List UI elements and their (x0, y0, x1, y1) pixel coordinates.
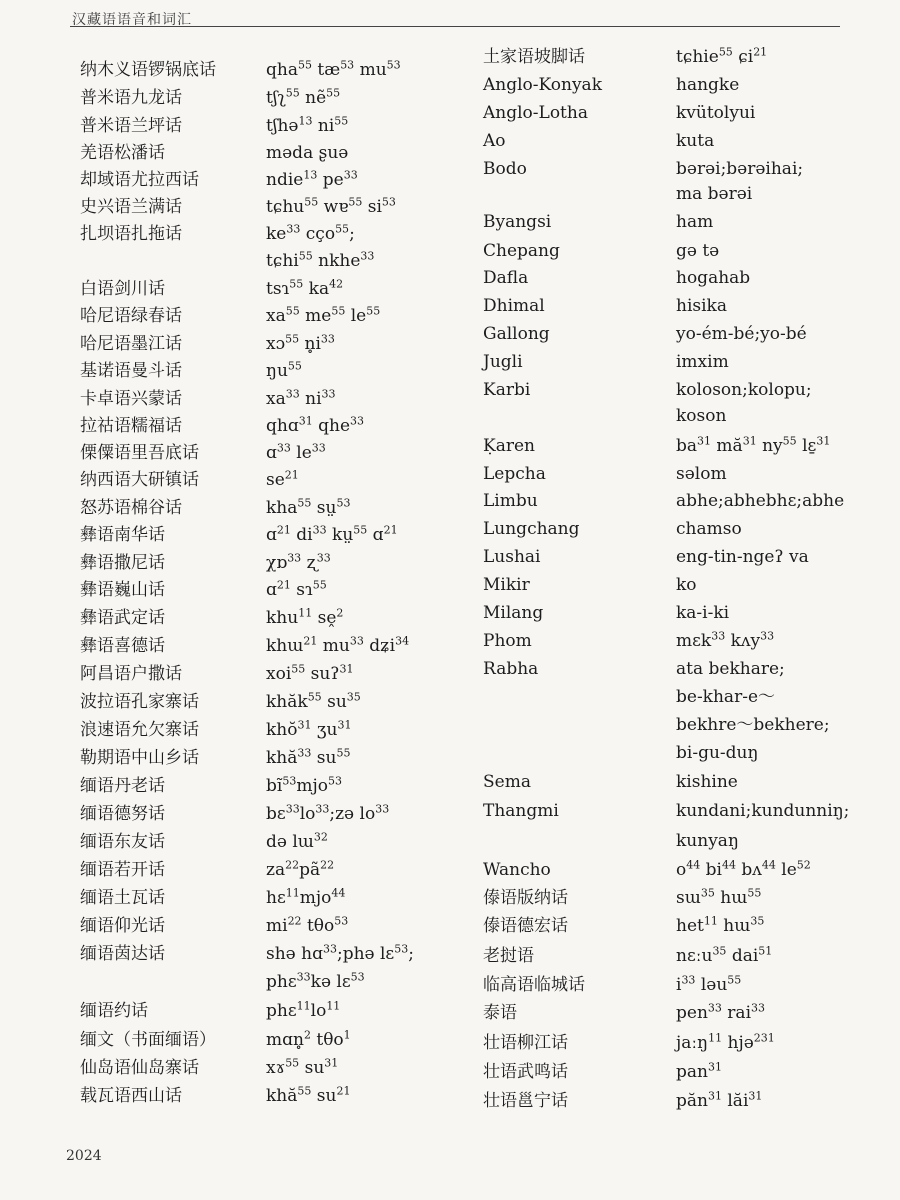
left-form: khŏ$^{31}$ ʒu$^{31}$ (266, 718, 352, 740)
left-term: 缅文（书面缅语） (80, 1030, 216, 1050)
left-form: ɑ$^{33}$ $le^{33}$ (266, 441, 326, 463)
left-form: qhɑ$^{31}$ qhe$^{33}$ (266, 414, 365, 436)
right-term: Thangmi (483, 801, 559, 821)
right-form: kundani;kundunniŋ; (676, 801, 850, 821)
left-term: 缅语仰光话 (80, 916, 165, 936)
left-form: $ŋu^{55}$ (266, 359, 302, 381)
right-form: het$^{11}$ hɯ$^{35}$ (676, 914, 765, 936)
right-form: nɛːu$^{35}$ dai$^{51}$ (676, 944, 773, 966)
left-term: 史兴语兰满话 (80, 197, 182, 217)
left-form: khă$^{55}$ $su^{21}$ (266, 1084, 351, 1106)
left-form: $xa^{55}$ $me^{55}$ $le^{55}$ (266, 304, 381, 326)
left-term: 普米语兰坪话 (80, 116, 182, 136)
left-term: 却域语尤拉西话 (80, 170, 199, 190)
left-term: 羌语松潘话 (80, 143, 165, 163)
left-form: shə hɑ$^{33}$;phə lɛ$^{53}$; (266, 942, 414, 964)
right-form: kvütolyui (676, 103, 756, 123)
right-form: imxim (676, 352, 729, 372)
right-term: Anglo-Konyak (483, 75, 602, 95)
right-form: pen$^{33}$ rai$^{33}$ (676, 1001, 766, 1023)
right-form: kunyaŋ (676, 831, 739, 851)
left-form: məda ʂuə (266, 143, 349, 163)
left-term: 彝语撒尼话 (80, 553, 165, 573)
right-term: Dhimal (483, 296, 545, 316)
running-header: 汉藏语语音和词汇 (72, 12, 192, 28)
left-form: $za^{22}pã^{22}$ (266, 858, 335, 880)
left-form: ɑ$^{21}$ sɿ$^{55}$ (266, 578, 327, 600)
right-form: hogahab (676, 268, 751, 288)
right-term: 临高语临城话 (483, 975, 585, 995)
right-form: păn$^{31}$ lăi$^{31}$ (676, 1089, 763, 1111)
left-form: tʃhə$^{13}$ $ni^{55}$ (266, 114, 349, 136)
left-term: 缅语丹老话 (80, 776, 165, 796)
left-form: $mi^{22}$ tθo$^{53}$ (266, 914, 349, 936)
left-term: 基诺语曼斗话 (80, 361, 182, 381)
right-form: eng-tin-ngeʔ va (676, 547, 809, 567)
left-term: 彝语南华话 (80, 525, 165, 545)
left-term: 缅语东友话 (80, 832, 165, 852)
left-form: phɛ$^{33}$kə lɛ$^{53}$ (266, 970, 365, 992)
right-term: Gallong (483, 324, 550, 344)
left-term: 哈尼语绿春话 (80, 306, 182, 326)
left-term: 拉祜语糯福话 (80, 416, 182, 436)
right-form: abhe;abhebhɛ;abhe (676, 491, 845, 511)
right-form: pan$^{31}$ (676, 1060, 722, 1082)
right-form: hangke (676, 75, 740, 95)
left-form: $bɛ^{33}lo^{33};zə$ $lo^{33}$ (266, 802, 390, 824)
left-term: 纳木义语锣锅底话 (80, 60, 216, 80)
left-form: ndie$^{13}$ $pe^{33}$ (266, 168, 358, 190)
right-term: Phom (483, 631, 532, 651)
right-term: Byangsi (483, 212, 552, 232)
right-form: gə tə (676, 241, 720, 261)
right-form: jaːŋ$^{11}$ hjə$^{231}$ (676, 1031, 775, 1053)
left-form: də lɯ$^{32}$ (266, 830, 328, 852)
left-form: hɛ$^{11}$mjo$^{44}$ (266, 886, 346, 908)
right-form: yo-ém-bé;yo-bé (676, 324, 807, 344)
left-term: 纳西语大研镇话 (80, 470, 199, 490)
left-form: khu$^{11}$ sḙ$^2$ (266, 606, 344, 628)
right-form: bekhre～bekhere; (676, 715, 830, 735)
left-term: 载瓦语西山话 (80, 1086, 182, 1106)
left-form: $ke^{33}$ cço$^{55}$; (266, 222, 355, 244)
right-term: Milang (483, 603, 544, 623)
right-form: səlom (676, 464, 727, 484)
left-term: 卡卓语兴蒙话 (80, 389, 182, 409)
right-term: Dafla (483, 268, 529, 288)
right-term: Lungchang (483, 519, 580, 539)
right-form: mɛk$^{33}$ kʌy$^{33}$ (676, 629, 775, 651)
left-term: 哈尼语墨江话 (80, 334, 182, 354)
left-form: $se^{21}$ (266, 468, 299, 490)
right-form: ham (676, 212, 714, 232)
right-form: ko (676, 575, 697, 595)
left-term: 白语剑川话 (80, 279, 165, 299)
left-form: $xa^{33}$ $ni^{33}$ (266, 387, 336, 409)
right-form: ma bərəi (676, 184, 753, 204)
left-term: 勒期语中山乡话 (80, 748, 199, 768)
right-term: 壮语柳江话 (483, 1033, 568, 1053)
left-term: 缅语土瓦话 (80, 888, 165, 908)
left-form: khăk$^{55}$ $su^{35}$ (266, 690, 361, 712)
left-term: 缅语约话 (80, 1001, 148, 1021)
left-term: 阿昌语户撒话 (80, 664, 182, 684)
left-term: 仙岛语仙岛寨话 (80, 1058, 199, 1078)
left-form: tʃʅ$^{55}$ nẽ$^{55}$ (266, 86, 341, 108)
left-term: 彝语武定话 (80, 608, 165, 628)
right-term: Anglo-Lotha (483, 103, 588, 123)
right-form: ata bekhare; (676, 659, 785, 679)
right-form: $o^{44}$ $bi^{44}$ bʌ$^{44}$ $le^{52}$ (676, 858, 811, 880)
right-form: bi-gu-duŋ (676, 743, 759, 763)
right-form: koson (676, 406, 727, 426)
right-term: Chepang (483, 241, 560, 261)
left-form: tsɿ$^{55}$ $ka^{42}$ (266, 277, 344, 299)
right-term: Ao (483, 131, 506, 151)
right-form: bərəi;bərəihai; (676, 159, 804, 179)
right-form: chamso (676, 519, 742, 539)
right-term: Mikir (483, 575, 530, 595)
right-form: kishine (676, 772, 738, 792)
left-form: mɑn̥$^2$ tθo$^1$ (266, 1028, 351, 1050)
left-term: 波拉语孔家寨话 (80, 692, 199, 712)
right-term: 泰语 (483, 1003, 517, 1023)
right-form: kuta (676, 131, 715, 151)
right-term: Jugli (483, 352, 523, 372)
left-term: 缅语若开话 (80, 860, 165, 880)
right-term: Ḳaren (483, 436, 535, 456)
right-form: be-khar-e～ (676, 687, 776, 707)
right-term: Wancho (483, 860, 551, 880)
right-term: 傣语德宏话 (483, 916, 568, 936)
left-form: ɑ$^{21}$ $di^{33}$ kṳ$^{55}$ ɑ$^{21}$ (266, 523, 398, 545)
left-term: 缅语茵达话 (80, 944, 165, 964)
left-form: kha$^{55}$ sṳ$^{53}$ (266, 496, 351, 518)
right-term: Lushai (483, 547, 541, 567)
right-term: 壮语邕宁话 (483, 1091, 568, 1111)
header-rule (70, 26, 840, 27)
left-form: khă$^{33}$ $su^{55}$ (266, 746, 351, 768)
left-form: xɔ$^{55}$ $n̥i^{33}$ (266, 332, 335, 354)
left-term: 扎坝语扎拖话 (80, 224, 182, 244)
left-form: xɤ$^{55}$ $su^{31}$ (266, 1056, 339, 1078)
right-form: $ba^{31}$ $mă^{31}$ $ny^{55}$ lɛ̱$^{31}$ (676, 434, 831, 456)
left-form: $bĩ^{53}mjo^{53}$ (266, 774, 342, 796)
left-term: 浪速语允欠寨话 (80, 720, 199, 740)
left-form: χɒ$^{33}$ ʐ$^{33}$ (266, 551, 331, 573)
right-form: $i^{33}$ ləu$^{55}$ (676, 973, 742, 995)
left-term: 彝语喜德话 (80, 636, 165, 656)
left-form: tɕhu$^{55}$ wɐ$^{55}$ $si^{53}$ (266, 195, 396, 217)
left-term: 缅语德努话 (80, 804, 165, 824)
right-form: ka-i-ki (676, 603, 730, 623)
right-term: Karbi (483, 380, 531, 400)
right-term: 壮语武鸣话 (483, 1062, 568, 1082)
left-form: tɕhi$^{55}$ nkhe$^{33}$ (266, 249, 375, 271)
left-term: 傈僳语里吾底话 (80, 443, 199, 463)
right-term: 老挝语 (483, 946, 534, 966)
left-term: 怒苏语棉谷话 (80, 498, 182, 518)
left-term: 彝语巍山话 (80, 580, 165, 600)
right-form: sɯ$^{35}$ hɯ$^{55}$ (676, 886, 762, 908)
left-term: 普米语九龙话 (80, 88, 182, 108)
right-term: 傣语版纳话 (483, 888, 568, 908)
right-term: Lepcha (483, 464, 546, 484)
right-form: tɕhie$^{55}$ ɕi$^{21}$ (676, 45, 768, 67)
right-term: Sema (483, 772, 531, 792)
page-number: 2024 (66, 1148, 102, 1164)
left-form: khɯ$^{21}$ $mu^{33}$ dʑi$^{34}$ (266, 634, 410, 656)
right-term: 土家语坡脚话 (483, 47, 585, 67)
right-term: Bodo (483, 159, 527, 179)
right-term: Limbu (483, 491, 538, 511)
left-form: qha$^{55}$ $tæ^{53}$ $mu^{53}$ (266, 58, 401, 80)
left-form: $phɛ^{11}lo^{11}$ (266, 999, 341, 1021)
left-form: xoi$^{55}$ suʔ$^{31}$ (266, 662, 354, 684)
right-form: hisika (676, 296, 727, 316)
right-form: koloson;kolopu; (676, 380, 812, 400)
right-term: Rabha (483, 659, 539, 679)
